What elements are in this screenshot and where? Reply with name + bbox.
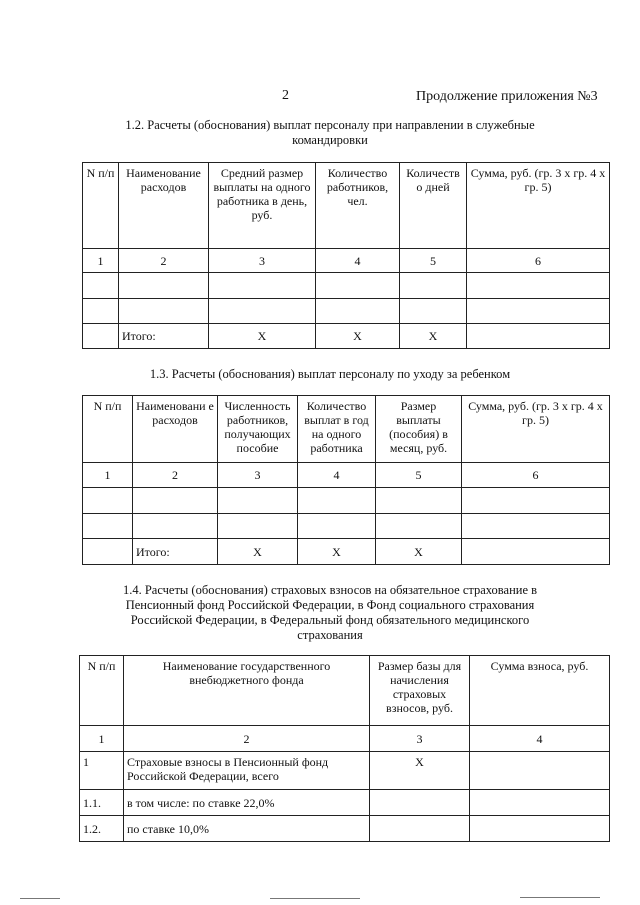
table-childcare: [82, 395, 610, 565]
column-number-row: [83, 249, 610, 273]
table-cell: [83, 514, 133, 539]
table-cell: [462, 539, 610, 565]
table-business-trips: [82, 162, 610, 349]
header-cell: N п/п: [80, 656, 124, 726]
header-cell: Количество выплат в год на одного работника: [298, 396, 376, 463]
x-mark: X: [209, 324, 316, 349]
x-mark: X: [298, 539, 376, 565]
fund-name: по ставке 10,0%: [124, 816, 370, 842]
table-cell: [119, 299, 209, 324]
table-cell: [316, 273, 400, 299]
header-cell: Количеств о дней: [400, 163, 467, 249]
column-number-cell: 1: [83, 249, 119, 273]
total-label: Итого:: [119, 324, 209, 349]
x-mark: X: [218, 539, 298, 565]
table-insurance: [79, 655, 610, 842]
table-cell: [298, 514, 376, 539]
x-mark: X: [376, 539, 462, 565]
table-cell: [316, 299, 400, 324]
table-cell: [83, 488, 133, 514]
header-cell: Количество работников, чел.: [316, 163, 400, 249]
table-cell: [119, 273, 209, 299]
column-number-cell: 4: [316, 249, 400, 273]
table-header-row: [83, 396, 610, 463]
header-cell: N п/п: [83, 396, 133, 463]
table-cell: [209, 299, 316, 324]
column-number-cell: 6: [467, 249, 610, 273]
row-number: 1.1.: [80, 790, 124, 816]
column-number-cell: 2: [119, 249, 209, 273]
table-cell: [376, 514, 462, 539]
row-number: 1: [80, 752, 124, 790]
row-number: 1.2.: [80, 816, 124, 842]
header-cell: Размер выплаты (пособия) в месяц, руб.: [376, 396, 462, 463]
scan-artifact: [520, 897, 600, 898]
table-cell: [83, 273, 119, 299]
column-number-cell: 1: [83, 463, 133, 488]
header-cell: Наименовани е расходов: [133, 396, 218, 463]
table-cell: [470, 752, 610, 790]
table-cell: [467, 324, 610, 349]
scan-artifact: [20, 898, 60, 899]
table-row: [80, 816, 610, 842]
column-number-cell: 6: [462, 463, 610, 488]
table-row: [80, 752, 610, 790]
table-cell: [209, 273, 316, 299]
header-cell: Сумма, руб. (гр. 3 х гр. 4 х гр. 5): [467, 163, 610, 249]
empty-row: [83, 488, 610, 514]
column-number-cell: 1: [80, 726, 124, 752]
empty-row: [83, 299, 610, 324]
table-cell: [133, 514, 218, 539]
column-number-row: [83, 463, 610, 488]
table-cell: [400, 299, 467, 324]
header-cell: N п/п: [83, 163, 119, 249]
continuation-label: Продолжение приложения №3: [416, 89, 598, 104]
section-1-3-title: 1.3. Расчеты (обоснования) выплат персоналу по уходу за ребенком: [149, 367, 511, 381]
table-cell: [83, 299, 119, 324]
table-cell: [376, 488, 462, 514]
table-cell: [83, 324, 119, 349]
section-1-2-title: 1.2. Расчеты (обоснования) выплат персоналу при направлении в служебные командировки: [125, 118, 535, 147]
table-cell: [470, 816, 610, 842]
table-cell: [462, 514, 610, 539]
column-number-cell: 4: [470, 726, 610, 752]
column-number-cell: 5: [400, 249, 467, 273]
table-header-row: [83, 163, 610, 249]
scan-artifact: [270, 898, 360, 899]
header-cell: Средний размер выплаты на одного работника в день, руб.: [209, 163, 316, 249]
x-mark: X: [400, 324, 467, 349]
header-cell: Наименование расходов: [119, 163, 209, 249]
table-cell: [470, 790, 610, 816]
total-row: [83, 539, 610, 565]
header-cell: Сумма взноса, руб.: [470, 656, 610, 726]
column-number-cell: 2: [124, 726, 370, 752]
fund-name: Страховые взносы в Пенсионный фонд Российской Федерации, всего: [124, 752, 370, 790]
x-mark: X: [316, 324, 400, 349]
table-cell: [133, 488, 218, 514]
column-number-cell: 3: [370, 726, 470, 752]
table-row: [80, 790, 610, 816]
column-number-row: [80, 726, 610, 752]
column-number-cell: 4: [298, 463, 376, 488]
table-cell: [298, 488, 376, 514]
table-cell: [218, 514, 298, 539]
table-cell: [370, 816, 470, 842]
header-cell: Сумма, руб. (гр. 3 х гр. 4 х гр. 5): [462, 396, 610, 463]
column-number-cell: 3: [209, 249, 316, 273]
column-number-cell: 5: [376, 463, 462, 488]
header-cell: Наименование государственного внебюджетного фонда: [124, 656, 370, 726]
table-header-row: [80, 656, 610, 726]
column-number-cell: 3: [218, 463, 298, 488]
column-number-cell: 2: [133, 463, 218, 488]
total-label: Итого:: [133, 539, 218, 565]
header-cell: Численность работников, получающих пособие: [218, 396, 298, 463]
table-cell: [370, 790, 470, 816]
table-cell: [467, 299, 610, 324]
table-cell: [462, 488, 610, 514]
section-1-4-title: 1.4. Расчеты (обоснования) страховых взносов на обязательное страхование в Пенсионный фонд Российской Федерации, в Фонд социального страхования Российской Федерации, в Федеральный фонд обязательного медицинского страхования: [122, 583, 538, 642]
page-number: 2: [282, 88, 289, 103]
x-mark: X: [370, 752, 470, 790]
fund-name: в том числе: по ставке 22,0%: [124, 790, 370, 816]
table-cell: [467, 273, 610, 299]
total-row: [83, 324, 610, 349]
table-cell: [400, 273, 467, 299]
empty-row: [83, 514, 610, 539]
empty-row: [83, 273, 610, 299]
table-cell: [83, 539, 133, 565]
table-cell: [218, 488, 298, 514]
header-cell: Размер базы для начисления страховых взносов, руб.: [370, 656, 470, 726]
